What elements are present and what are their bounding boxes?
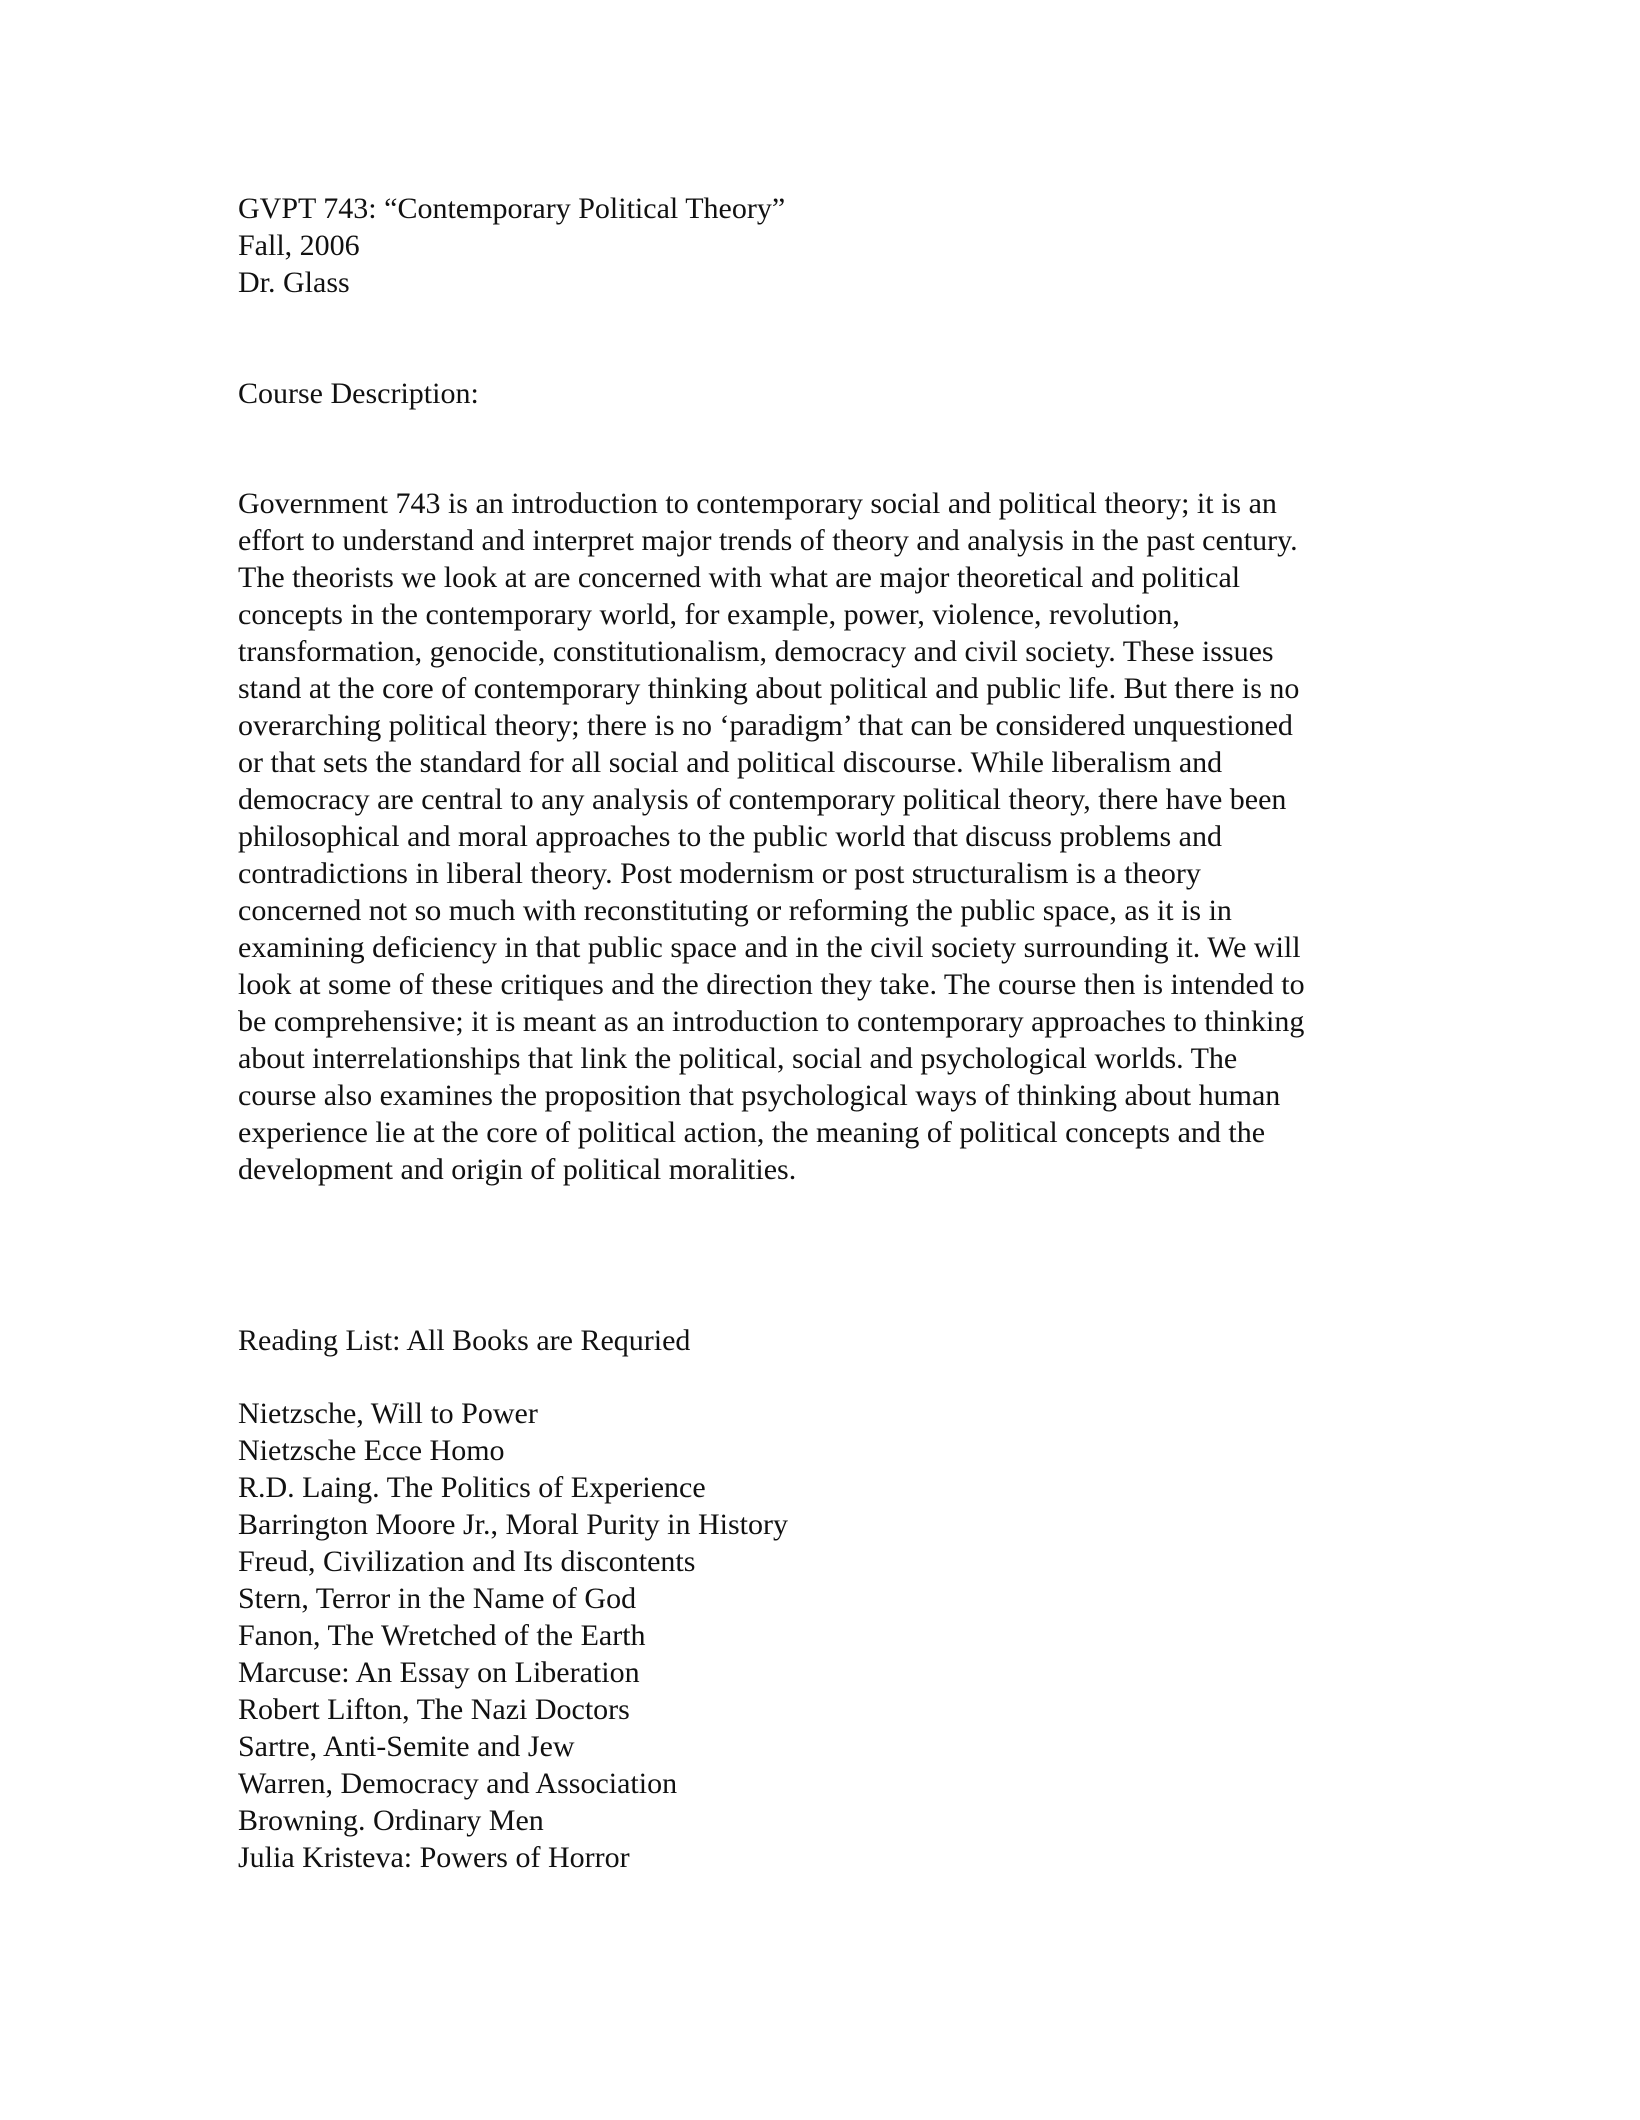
description-line: transformation, genocide, constitutionalism, democracy and civil society. These issues (238, 635, 1274, 668)
description-line: overarching political theory; there is no ‘paradigm’ that can be considered unquestioned (238, 709, 1293, 742)
description-line: The theorists we look at are concerned with what are major theoretical and political (238, 561, 1241, 594)
reading-list-item: R.D. Laing. The Politics of Experience (238, 1471, 706, 1504)
reading-list-item: Freud, Civilization and Its discontents (238, 1545, 696, 1578)
description-line: effort to understand and interpret major trends of theory and analysis in the past century. (238, 524, 1298, 557)
description-line: about interrelationships that link the political, social and psychological worlds. The (238, 1042, 1238, 1075)
description-line: concepts in the contemporary world, for example, power, violence, revolution, (238, 598, 1180, 631)
description-line: Government 743 is an introduction to contemporary social and political theory; it is an (238, 487, 1277, 520)
course-title: GVPT 743: “Contemporary Political Theory” (238, 192, 786, 225)
reading-list-item: Nietzsche Ecce Homo (238, 1434, 505, 1467)
reading-list-item: Fanon, The Wretched of the Earth (238, 1619, 646, 1652)
course-description-heading: Course Description: (238, 377, 479, 410)
reading-list-item: Nietzsche, Will to Power (238, 1397, 538, 1430)
reading-list-item: Stern, Terror in the Name of God (238, 1582, 637, 1615)
document-content (238, 190, 1398, 1876)
course-term: Fall, 2006 (238, 229, 360, 262)
description-line: philosophical and moral approaches to the public world that discuss problems and (238, 820, 1222, 853)
description-line: concerned not so much with reconstituting or reforming the public space, as it is in (238, 894, 1232, 927)
description-line: course also examines the proposition that psychological ways of thinking about human (238, 1079, 1281, 1112)
course-instructor: Dr. Glass (238, 266, 350, 299)
description-line: stand at the core of contemporary thinking about political and public life. But there is no (238, 672, 1300, 705)
document-header (238, 190, 1398, 301)
course-description-body (238, 485, 1398, 1188)
reading-list (238, 1395, 1398, 1876)
description-line: development and origin of political moralities. (238, 1153, 797, 1186)
description-line: experience lie at the core of political action, the meaning of political concepts and the (238, 1116, 1266, 1149)
reading-list-item: Julia Kristeva: Powers of Horror (238, 1841, 630, 1874)
reading-list-item: Browning. Ordinary Men (238, 1804, 544, 1837)
description-line: contradictions in liberal theory. Post modernism or post structuralism is a theory (238, 857, 1201, 890)
reading-list-item: Marcuse: An Essay on Liberation (238, 1656, 640, 1689)
reading-list-item: Robert Lifton, The Nazi Doctors (238, 1693, 630, 1726)
reading-list-heading: Reading List: All Books are Requried (238, 1324, 691, 1357)
reading-list-item: Sartre, Anti-Semite and Jew (238, 1730, 575, 1763)
description-line: look at some of these critiques and the direction they take. The course then is intended to (238, 968, 1305, 1001)
description-line: democracy are central to any analysis of contemporary political theory, there have been (238, 783, 1287, 816)
reading-list-item: Warren, Democracy and Association (238, 1767, 678, 1800)
reading-list-item: Barrington Moore Jr., Moral Purity in History (238, 1508, 788, 1541)
description-line: be comprehensive; it is meant as an introduction to contemporary approaches to thinking (238, 1005, 1305, 1038)
description-line: or that sets the standard for all social and political discourse. While liberalism and (238, 746, 1223, 779)
description-line: examining deficiency in that public space and in the civil society surrounding it. We will (238, 931, 1301, 964)
